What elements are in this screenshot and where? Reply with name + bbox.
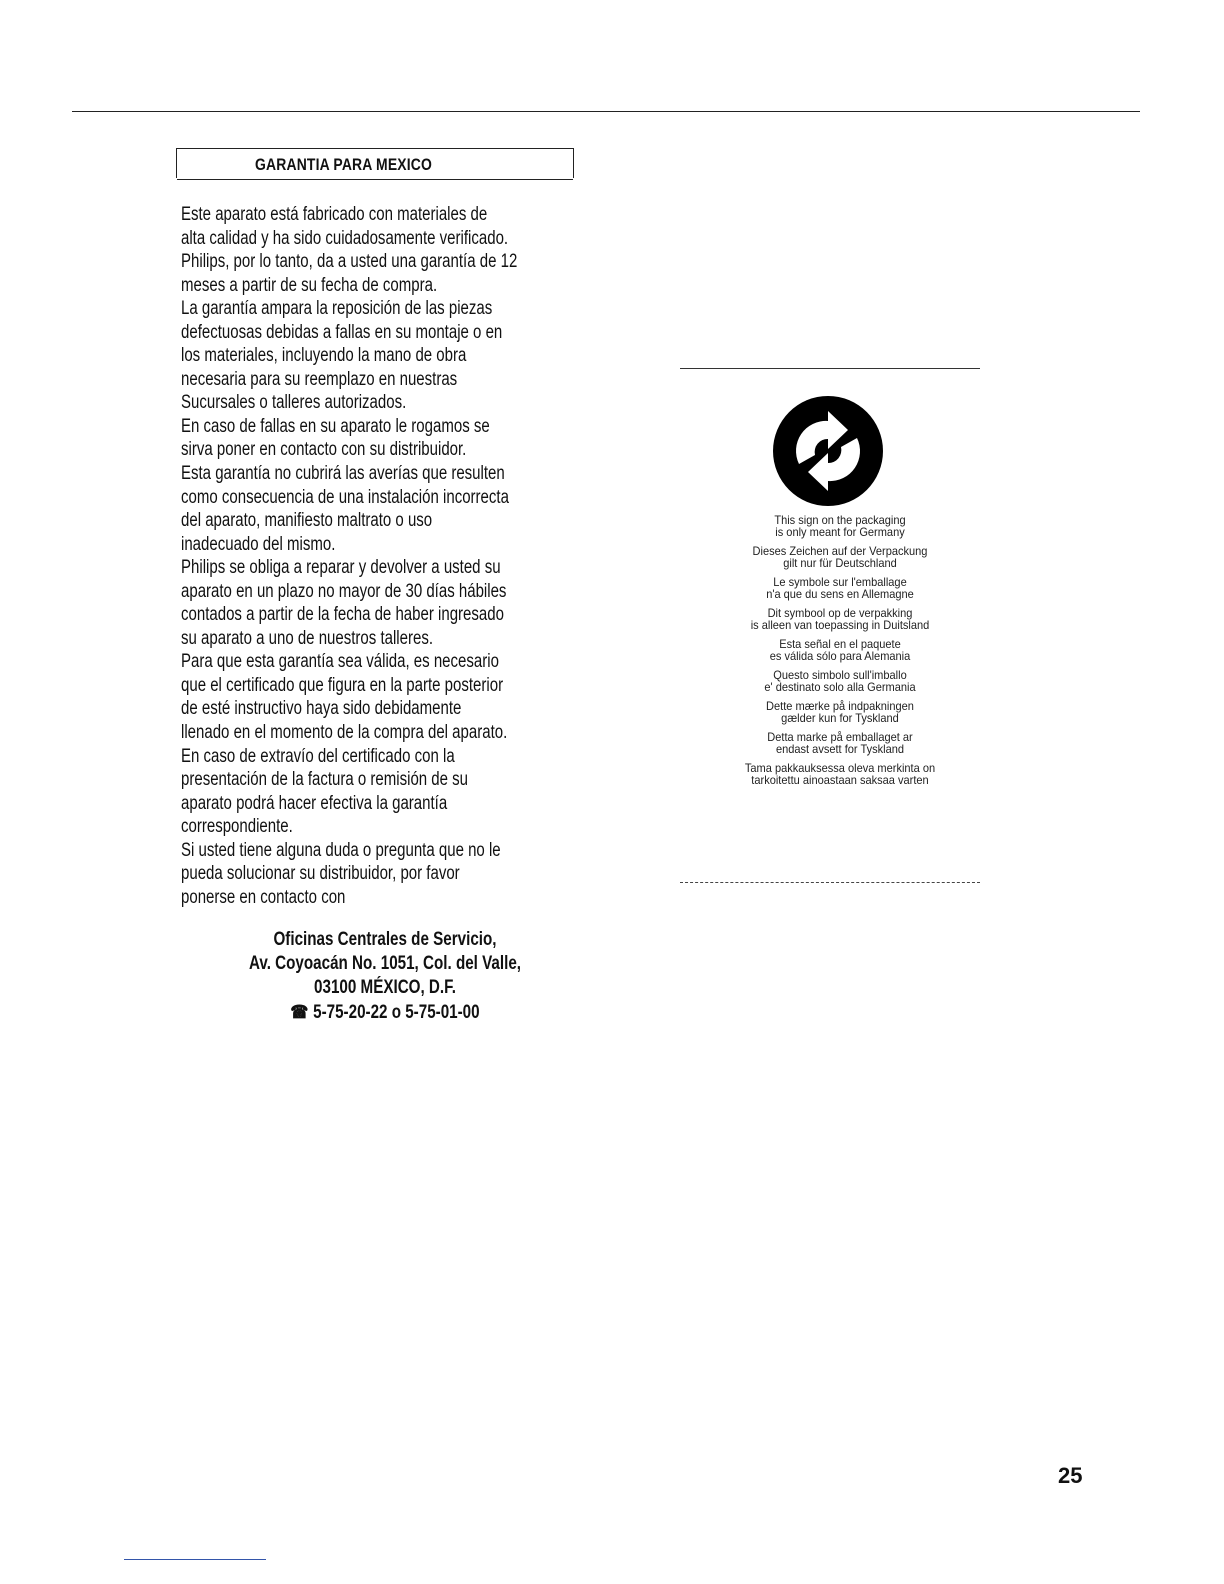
- warranty-line: correspondiente.: [181, 816, 293, 838]
- notice-line: tarkoitettu ainoastaan saksaa varten: [751, 773, 929, 787]
- notice-item: [690, 514, 990, 538]
- notice-line: Questo simbolo sull'imballo: [773, 668, 907, 682]
- warranty-line: aparato en un plazo no mayor de 30 días hábiles: [181, 580, 507, 602]
- service-address: [160, 928, 610, 1024]
- warranty-line: meses a partir de su fecha de compra.: [181, 274, 438, 296]
- warranty-line: Philips, por lo tanto, da a usted una garantía de 12: [181, 251, 518, 273]
- warranty-line: Para que esta garantía sea válida, es necesario: [181, 651, 499, 673]
- warranty-line: pueda solucionar su distribuidor, por favor: [181, 863, 460, 885]
- warranty-line: Sucursales o talleres autorizados.: [181, 392, 407, 414]
- warranty-line: como consecuencia de una instalación incorrecta: [181, 486, 509, 508]
- notice-item: [690, 545, 990, 569]
- notice-item: [690, 607, 990, 631]
- warranty-line: aparato podrá hacer efectiva la garantía: [181, 792, 448, 814]
- notice-line: Dit symbool op de verpakking: [767, 606, 913, 620]
- warranty-line: Este aparato está fabricado con materiales de: [181, 204, 488, 225]
- warranty-line: ponerse en contacto con: [181, 886, 346, 908]
- warranty-line: de esté instructivo haya sido debidamente: [181, 698, 462, 720]
- notice-line: Tama pakkauksessa oleva merkinta on: [744, 761, 936, 775]
- phone-line: [205, 1000, 565, 1024]
- telephone-icon: ☎: [290, 1002, 309, 1022]
- address-line-3: 03100 MÉXICO, D.F.: [314, 977, 456, 998]
- warranty-line: necesaria para su reemplazo en nuestras: [181, 368, 458, 390]
- notice-line: Detta marke på emballaget ar: [767, 730, 913, 744]
- warranty-text: [181, 203, 641, 909]
- green-dot-top-divider: [680, 368, 980, 369]
- notice-line: Esta señal en el paquete: [779, 637, 901, 651]
- notice-item: [690, 669, 990, 693]
- warranty-line: presentación de la factura o remisión de su: [181, 769, 469, 791]
- notice-line: e' destinato solo alla Germania: [764, 680, 916, 694]
- warranty-line: Esta garantía no cubrirá las averías que resulten: [181, 463, 505, 485]
- top-divider: [72, 111, 1140, 112]
- section-title: GARANTIA PARA MEXICO: [255, 155, 433, 174]
- warranty-line: llenado en el momento de la compra del aparato.: [181, 722, 508, 744]
- green-dot-notices: [690, 514, 990, 793]
- notice-item: [690, 731, 990, 755]
- page-number: 25: [1058, 1463, 1083, 1488]
- notice-line: es válida sólo para Alemania: [769, 649, 911, 663]
- warranty-line: contados a partir de la fecha de haber ingresado: [181, 604, 504, 626]
- notice-line: gælder kun for Tyskland: [781, 711, 899, 725]
- notice-line: n'a que du sens en Allemagne: [766, 587, 914, 601]
- warranty-line: del aparato, manifiesto maltrato o uso: [181, 510, 433, 532]
- warranty-line: sirva poner en contacto con su distribuidor.: [181, 439, 467, 461]
- address-line-2: Av. Coyoacán No. 1051, Col. del Valle,: [248, 953, 522, 974]
- warranty-line: que el certificado que figura en la parte posterior: [181, 674, 504, 696]
- warranty-line: En caso de fallas en su aparato le rogamos se: [181, 415, 490, 437]
- notice-line: is only meant for Germany: [775, 525, 905, 539]
- warranty-line: defectuosas debidas a fallas en su montaje o en: [181, 321, 503, 343]
- notice-line: This sign on the packaging: [774, 513, 906, 527]
- warranty-line: su aparato a uno de nuestros talleres.: [181, 627, 433, 649]
- notice-line: is alleen van toepassing in Duitsland: [750, 618, 930, 632]
- notice-line: gilt nur für Deutschland: [783, 556, 897, 570]
- warranty-line: La garantía ampara la reposición de las piezas: [181, 298, 493, 320]
- notice-line: endast avsett for Tyskland: [775, 742, 905, 756]
- warranty-line: Si usted tiene alguna duda o pregunta que no le: [181, 839, 501, 861]
- green-dot-bottom-divider: [680, 882, 980, 883]
- address-line-1: Oficinas Centrales de Servicio,: [273, 929, 497, 950]
- notice-item: [690, 576, 990, 600]
- warranty-line: En caso de extravío del certificado con la: [181, 745, 455, 767]
- notice-line: Le symbole sur l'emballage: [773, 575, 907, 589]
- notice-line: Dette mærke på indpakningen: [766, 699, 914, 713]
- green-dot-recycling-icon: [772, 395, 884, 507]
- notice-item: [690, 700, 990, 724]
- notice-line: Dieses Zeichen auf der Verpackung: [752, 544, 928, 558]
- warranty-line: alta calidad y ha sido cuidadosamente verificado.: [181, 227, 509, 249]
- warranty-line: inadecuado del mismo.: [181, 533, 336, 555]
- notice-item: [690, 762, 990, 786]
- section-title-box: [176, 148, 574, 178]
- footer-mark: [124, 1559, 266, 1560]
- notice-item: [690, 638, 990, 662]
- phone-number: 5-75-20-22 o 5-75-01-00: [313, 1002, 480, 1023]
- warranty-line: Philips se obliga a reparar y devolver a usted su: [181, 557, 501, 579]
- warranty-line: los materiales, incluyendo la mano de obra: [181, 345, 467, 367]
